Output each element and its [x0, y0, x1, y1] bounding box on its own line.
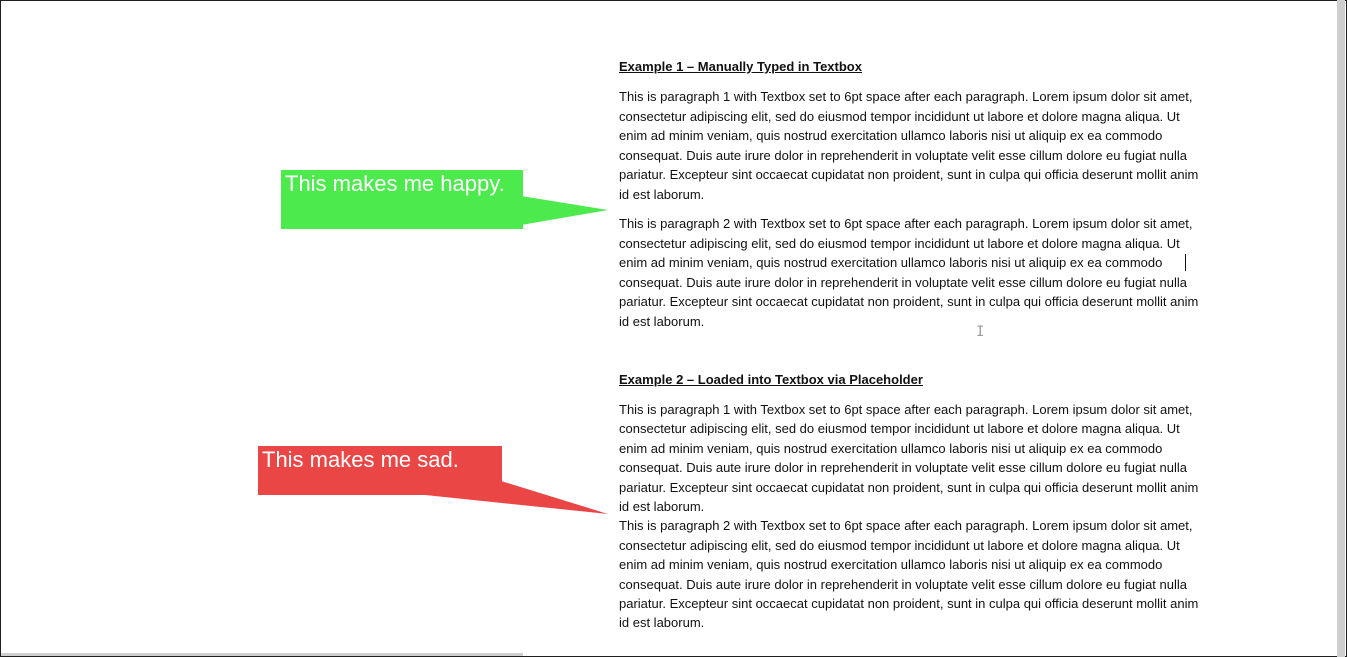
sad-callout-text: This makes me sad.	[262, 447, 459, 472]
example-2-textbox[interactable]	[619, 370, 1199, 633]
example-1-heading: Example 1 – Manually Typed in Textbox	[619, 59, 862, 74]
horizontal-scrollbar[interactable]	[1, 653, 523, 657]
sad-callout[interactable]	[258, 446, 502, 495]
example-2-paragraph-1: This is paragraph 1 with Textbox set to 6pt space after each paragraph. Lorem ipsum dolor sit amet, consectetur adipiscing elit, sed do eiusmod tempor incididunt ut labore et dolore magna aliqua. Ut enim ad minim veniam, quis nostrud exercitation ullamco laboris nisi ut aliquip ex ea commodo consequat. Duis aute irure dolor in reprehenderit in voluptate velit esse cillum dolore eu fugiat nulla pariatur. Excepteur sint occaecat cupidatat non proident, sunt in culpa qui officia deserunt mollit anim id est laborum.	[619, 402, 1199, 515]
happy-callout-tail	[521, 196, 608, 225]
happy-callout[interactable]	[281, 170, 523, 229]
example-1-paragraph-1: This is paragraph 1 with Textbox set to 6pt space after each paragraph. Lorem ipsum dolor sit amet, consectetur adipiscing elit, sed do eiusmod tempor incididunt ut labore et dolore magna aliqua. Ut enim ad minim veniam, quis nostrud exercitation ullamco laboris nisi ut aliquip ex ea commodo consequat. Duis aute irure dolor in reprehenderit in voluptate velit esse cillum dolore eu fugiat nulla pariatur. Excepteur sint occaecat cupidatat non proident, sunt in culpa qui officia deserunt mollit anim id est laborum.	[619, 89, 1199, 202]
vertical-scrollbar[interactable]	[1337, 0, 1345, 657]
example-1-textbox[interactable]	[619, 57, 1199, 341]
happy-callout-text: This makes me happy.	[285, 171, 505, 196]
example-2-heading: Example 2 – Loaded into Textbox via Placeholder	[619, 372, 923, 387]
text-cursor	[1185, 254, 1186, 271]
ibeam-cursor-icon: I	[976, 324, 985, 340]
example-2-paragraph-2: This is paragraph 2 with Textbox set to 6pt space after each paragraph. Lorem ipsum dolor sit amet, consectetur adipiscing elit, sed do eiusmod tempor incididunt ut labore et dolore magna aliqua. Ut enim ad minim veniam, quis nostrud exercitation ullamco laboris nisi ut aliquip ex ea commodo consequat. Duis aute irure dolor in reprehenderit in voluptate velit esse cillum dolore eu fugiat nulla pariatur. Excepteur sint occaecat cupidatat non proident, sunt in culpa qui officia deserunt mollit anim id est laborum.	[619, 518, 1199, 631]
example-1-paragraph-2: This is paragraph 2 with Textbox set to 6pt space after each paragraph. Lorem ipsum dolor sit amet, consectetur adipiscing elit, sed do eiusmod tempor incididunt ut labore et dolore magna aliqua. Ut enim ad minim veniam, quis nostrud exercitation ullamco laboris nisi ut aliquip ex ea commodo consequat. Duis aute irure dolor in reprehenderit in voluptate velit esse cillum dolore eu fugiat nulla pariatur. Excepteur sint occaecat cupidatat non proident, sunt in culpa qui officia deserunt mollit anim id est laborum.	[619, 216, 1199, 329]
